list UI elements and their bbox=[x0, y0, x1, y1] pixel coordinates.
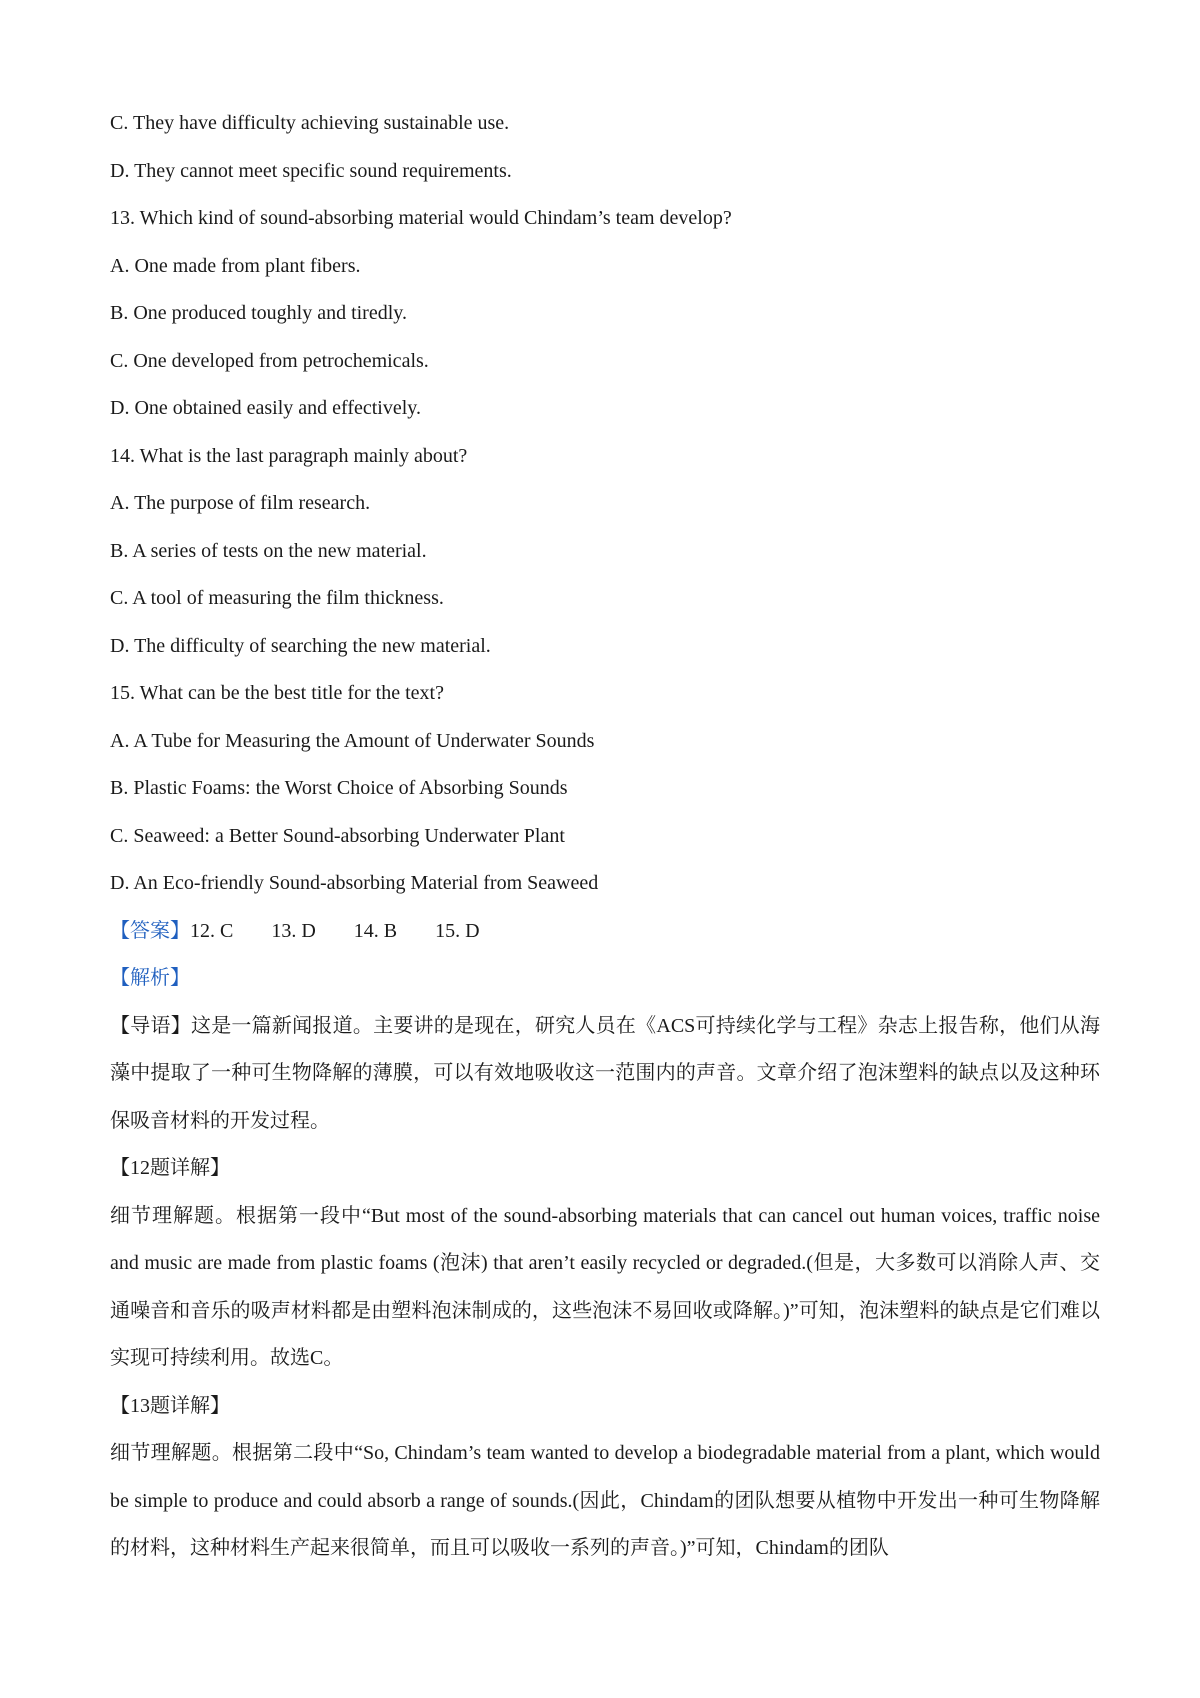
q14-option-d: D. The difficulty of searching the new material. bbox=[110, 634, 491, 657]
q15-option-a: A. A Tube for Measuring the Amount of Underwater Sounds bbox=[110, 729, 595, 752]
detail13-heading bbox=[110, 1383, 1100, 1431]
answer-item-14: 14. B bbox=[353, 919, 398, 942]
q15-question: 15. What can be the best title for the text? bbox=[110, 682, 444, 704]
q12-option-d: D. They cannot meet specific sound requirements. bbox=[110, 159, 512, 182]
answer-label: 【答案】 bbox=[110, 919, 190, 942]
detail13-paragraph: 细节理解题。根据第二段中“So, Chindam’s team wanted to develop a biodegradable material from a plant, which would be simple to produce and could absorb a range of sounds.(因此，Chindam的团队想要从植物中开发出一种可生物降解的材料，这种材料生产起来很简单，而且可以吸收一系列的声音。)”可知，Chindam的团队 bbox=[110, 1442, 1100, 1559]
q12-option-c: C. They have difficulty achieving sustainable use. bbox=[110, 112, 510, 134]
detail12-heading bbox=[110, 1145, 1100, 1193]
answer-item-13: 13. D bbox=[271, 919, 316, 942]
q13-question: 13. Which kind of sound-absorbing material would Chindam’s team develop? bbox=[110, 207, 732, 229]
q13-option-a: A. One made from plant fibers. bbox=[110, 254, 361, 277]
detail12-label: 【12题详解】 bbox=[110, 1157, 230, 1179]
intro-paragraph bbox=[110, 1003, 1100, 1146]
detail12-paragraph: 细节理解题。根据第一段中“But most of the sound-absorbing materials that can cancel out human voices, traffic noise and music are made from plastic foams (泡沫) that aren’t easily recycled or degraded.(但是，大多数可以消除人声、交通噪音和音乐的吸声材料都是由塑料泡沫制成的，这些泡沫不易回收或降解。)”可知，泡沫塑料的缺点是它们难以实现可持续利用。故选C。 bbox=[110, 1204, 1100, 1369]
intro-text: 这是一篇新闻报道。主要讲的是现在，研究人员在《ACS可持续化学与工程》杂志上报告称，他们从海藻中提取了一种可生物降解的薄膜，可以有效地吸收这一范围内的声音。文章介绍了泡沫塑料的缺点以及这种环保吸音材料的开发过程。 bbox=[110, 1014, 1101, 1132]
answer-item-15: 15. D bbox=[435, 919, 480, 942]
q13-option-b: B. One produced toughly and tiredly. bbox=[110, 302, 407, 324]
analysis-label: 【解析】 bbox=[110, 967, 190, 989]
answer-row bbox=[110, 908, 1100, 956]
document-page bbox=[110, 100, 1100, 1573]
answer-item-12: 12. C bbox=[190, 919, 234, 942]
q15-option-b: B. Plastic Foams: the Worst Choice of Absorbing Sounds bbox=[110, 777, 568, 799]
analysis-row bbox=[110, 955, 1100, 1003]
q15-option-c: C. Seaweed: a Better Sound-absorbing Underwater Plant bbox=[110, 824, 565, 847]
q14-option-b: B. A series of tests on the new material. bbox=[110, 539, 427, 562]
q15-option-d: D. An Eco-friendly Sound-absorbing Material from Seaweed bbox=[110, 872, 599, 894]
q14-question: 14. What is the last paragraph mainly about? bbox=[110, 444, 468, 467]
q14-option-c: C. A tool of measuring the film thickness. bbox=[110, 587, 444, 609]
intro-label: 【导语】 bbox=[110, 1014, 191, 1037]
detail13-label: 【13题详解】 bbox=[110, 1394, 230, 1417]
q14-option-a: A. The purpose of film research. bbox=[110, 492, 371, 514]
q13-option-c: C. One developed from petrochemicals. bbox=[110, 349, 429, 372]
q13-option-d: D. One obtained easily and effectively. bbox=[110, 397, 421, 419]
